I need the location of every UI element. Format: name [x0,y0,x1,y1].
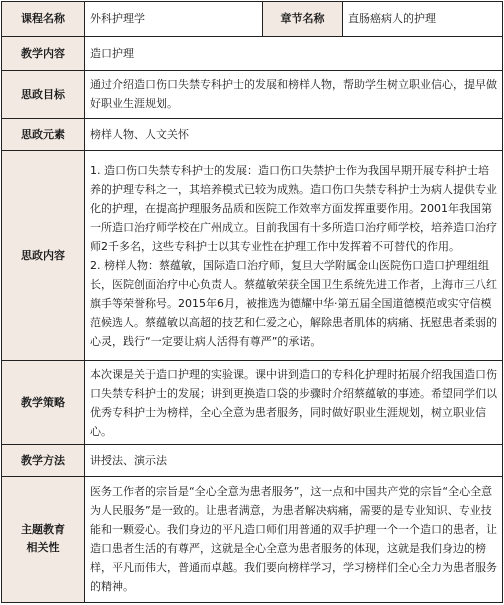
teaching-method-label: 教学方法 [2,445,85,477]
ideology-elements-label: 思政元素 [2,118,85,151]
ideology-content-value [85,151,503,361]
ideology-content-paragraph-2: 2. 榜样人物：蔡蕴敏，国际造口治疗师，复旦大学附属金山医院伤口造口护理组组长，医院创面治疗中心负责人。蔡蕴敏荣获全国卫生系统先进工作者，上海市三八红旗手等荣誉称号。2015年6月，被推选为德耀中华·第五届全国道德模范或实守信模范候选人。蔡蕴敏以高超的技艺和仁爱之心，解除患者肌体的病痛、抚慰患者柔弱的心灵，践行“一定要让病人活得有尊严”的承诺。 [90,258,497,348]
row-teaching-strategy [2,361,503,445]
ideology-goal-value: 通过介绍造口伤口失禁专科护士的发展和榜样人物，帮助学生树立职业信心，提早做好职业生涯规划。 [85,70,503,118]
row-ideology-content [2,151,503,361]
chapter-name-value: 直肠癌病人的护理 [343,2,503,37]
ideology-content-label: 思政内容 [2,151,85,361]
ideology-content-paragraph-1: 1. 造口伤口失禁专科护士的发展：造口伤口失禁护士作为我国早期开展专科护士培养的护理专科之一，其培养模式已较为成熟。造口伤口失禁专科护士为病人提供专业化的护理，在提高护理服务品质和医院工作效率方面发挥重要作用。2001年我国第一所造口治疗师学校在广州成立。目前我国有十多所造口治疗师学校，培养造口治疗师2千多名，这些专科护士以其专业性在护理工作中发挥着不可替代的作用。 [90,163,497,253]
ideology-goal-label: 思政目标 [2,70,85,118]
teaching-content-value: 造口护理 [85,36,503,70]
teaching-content-label: 教学内容 [2,36,85,70]
course-name-label: 课程名称 [2,2,85,37]
row-teaching-content [2,36,503,70]
teaching-strategy-label: 教学策略 [2,361,85,445]
row-theme-relevance [2,476,503,602]
theme-relevance-label [2,476,85,602]
row-ideology-goal [2,70,503,118]
teaching-strategy-value: 本次课是关于造口护理的实验课。课中讲到造口的专科化护理时拓展介绍我国造口伤口失禁专科护士的发展；讲到更换造口袋的步骤时介绍蔡蕴敏的事迹。希望同学们以优秀专科护士为榜样，全心全意为患者服务，同时做好职业生涯规划，树立职业信心。 [85,361,503,445]
lesson-plan-table [1,1,503,603]
row-course [2,2,503,37]
theme-relevance-label-line-2: 相关性 [26,541,60,555]
course-name-value: 外科护理学 [85,2,263,37]
row-teaching-method [2,445,503,477]
row-ideology-elements [2,118,503,151]
chapter-name-label: 章节名称 [263,2,343,37]
theme-relevance-label-line-1: 主题教育 [21,523,65,537]
teaching-method-value: 讲授法、演示法 [85,445,503,477]
theme-relevance-value: 医务工作者的宗旨是“全心全意为患者服务”，这一点和中国共产党的宗旨“全心全意为人民服务”是一致的。让患者满意，为患者解决病痛，需要的是专业知识、专业技能和一颗爱心。我们身边的平凡造口师们用普通的双手护理一个一个造口的患者，让造口患者生活的有尊严，这就是全心全意为患者服务的体现，这就是我们身边的榜样，平凡而伟大，普通而卓越。我们要向榜样学习，学习榜样们全心全力为患者服务的精神。 [85,476,503,602]
ideology-elements-value: 榜样人物、人文关怀 [85,118,503,151]
